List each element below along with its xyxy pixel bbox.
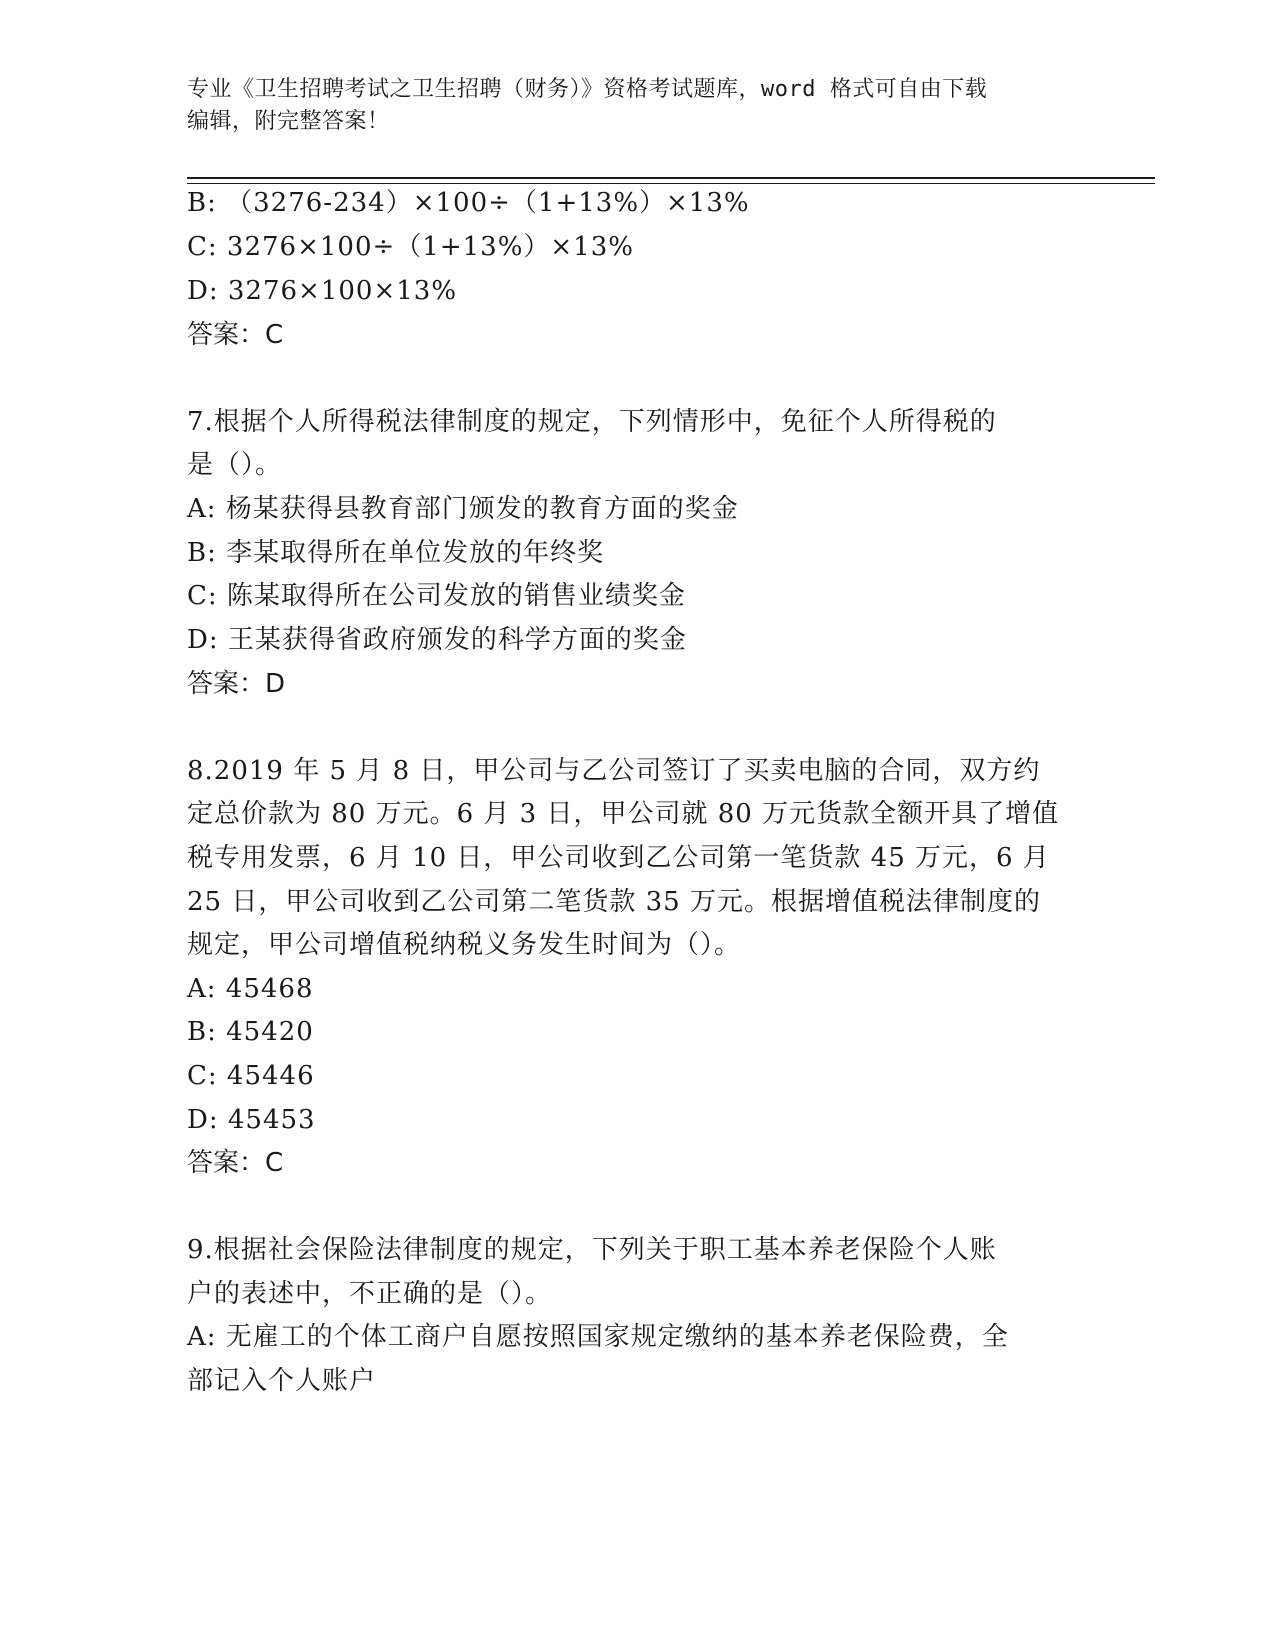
q8-option-c: C: 45446	[187, 1061, 315, 1091]
q9-option-a-line-1: A: 无雇工的个体工商户自愿按照国家规定缴纳的基本养老保险费，全	[187, 1322, 1009, 1352]
q7-option-d: D: 王某获得省政府颁发的科学方面的奖金	[187, 625, 687, 655]
q9-stem-line-2: 户的表述中，不正确的是（）。	[187, 1279, 553, 1309]
q6-option-b: B: （3276-234）×100÷（1+13%）×13%	[187, 188, 750, 218]
q6-answer: 答案：C	[187, 320, 284, 350]
q7-option-c: C: 陈某取得所在公司发放的销售业绩奖金	[187, 581, 686, 611]
q8-stem-line-2: 定总价款为 80 万元。6 月 3 日，甲公司就 80 万元货款全额开具了增值	[187, 799, 1060, 829]
q8-option-d: D: 45453	[187, 1105, 316, 1135]
q9-option-a-line-2: 部记入个人账户	[187, 1366, 377, 1396]
q8-option-b: B: 45420	[187, 1017, 314, 1047]
q8-stem-line-4: 25 日，甲公司收到乙公司第二笔货款 35 万元。根据增值税法律制度的	[187, 887, 1041, 917]
q8-answer: 答案：C	[187, 1148, 284, 1178]
header-line-1: 专业《卫生招聘考试之卫生招聘（财务）》资格考试题库，word 格式可自由下载	[187, 77, 988, 102]
q8-stem-line-1: 8.2019 年 5 月 8 日，甲公司与乙公司签订了买卖电脑的合同，双方约	[187, 756, 1041, 786]
q6-option-c: C: 3276×100÷（1+13%）×13%	[187, 232, 634, 262]
q9-stem-line-1: 9.根据社会保险法律制度的规定，下列关于职工基本养老保险个人账	[187, 1235, 997, 1265]
q7-stem-line-1: 7.根据个人所得税法律制度的规定，下列情形中，免征个人所得税的	[187, 407, 997, 437]
q6-option-d: D: 3276×100×13%	[187, 276, 458, 306]
q8-option-a: A: 45468	[187, 974, 314, 1004]
q7-stem-line-2: 是（）。	[187, 450, 283, 480]
header-divider-thick	[187, 177, 1155, 179]
q7-option-a: A: 杨某获得县教育部门颁发的教育方面的奖金	[187, 494, 739, 524]
q7-answer: 答案：D	[187, 669, 286, 699]
document-header	[187, 74, 1087, 138]
header-line-2: 编辑，附完整答案！	[187, 109, 390, 134]
q7-option-b: B: 李某取得所在单位发放的年终奖	[187, 538, 605, 568]
q8-stem-line-3: 税专用发票，6 月 10 日，甲公司收到乙公司第一笔货款 45 万元，6 月	[187, 843, 1050, 873]
header-divider-thin	[187, 183, 1155, 184]
q8-stem-line-5: 规定，甲公司增值税纳税义务发生时间为（）。	[187, 930, 742, 960]
